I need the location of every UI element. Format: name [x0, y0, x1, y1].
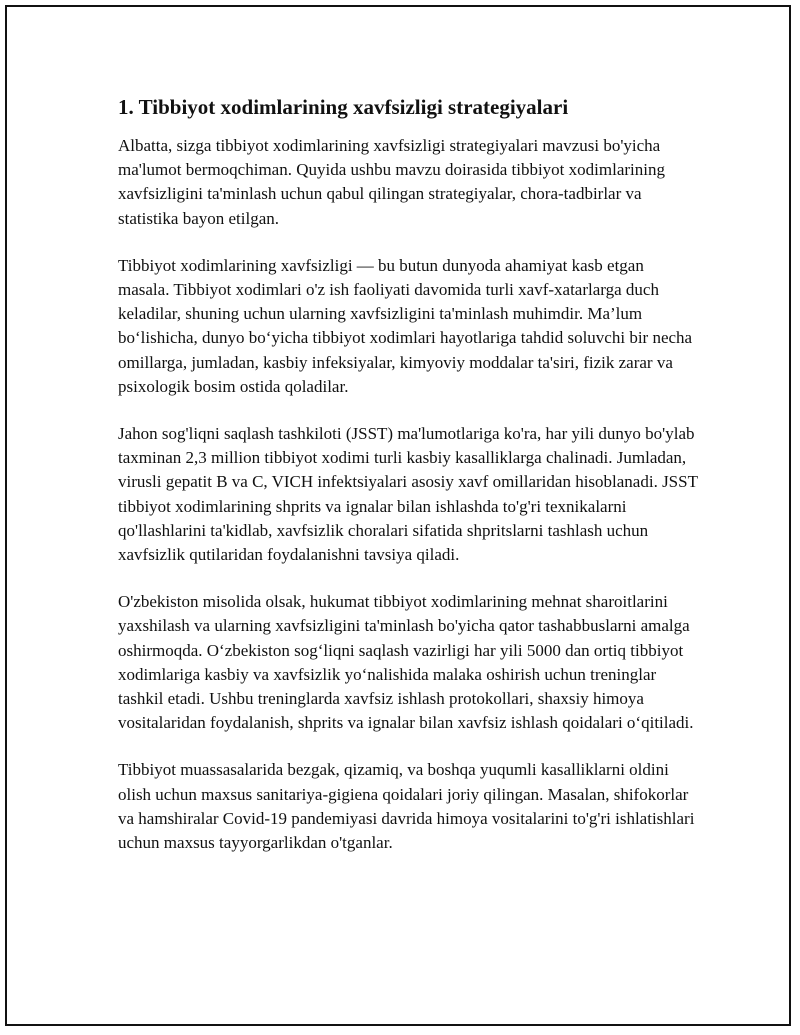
paragraph-who-statistics: Jahon sog'liqni saqlash tashkiloti (JSST) ma'lumotlariga ko'ra, har yili dunyo bo'ylab taxminan 2,3 million tibbiyot xodimi turli kasbiy kasalliklarga chalinadi. Jumladan, virusli gepatit B va C, VICH infektsiyalari asosiy xavf omillaridan hisoblanadi. JSST tibbiyot xodimlarining shprits va ignalar bilan ishlashda to'g'ri texnikalarni qo'llashlarini ta'kidlab, xavfsizlik choralari sifatida shpritslarni tashlash uchun xavfsizlik qutilaridan foydalanishni tavsiya qiladi. — [118, 424, 698, 565]
paragraph-sanitary-rules: Tibbiyot muassasalarida bezgak, qizamiq, va boshqa yuqumli kasalliklarni oldini olish uchun maxsus sanitariya-gigiena qoidalari joriy qilingan. Masalan, shifokorlar va hamshiralar Covid-19 pandemiyasi davrida himoya vositalarini to'g'ri ishlatishlari uchun maxsus tayyorgarlikdan o'tganlar. — [118, 760, 695, 853]
paragraph-intro: Albatta, sizga tibbiyot xodimlarining xavfsizligi strategiyalari mavzusi bo'yicha ma'lumot bermoqchiman. Quyida ushbu mavzu doirasida tibbiyot xodimlarining xavfsizligini ta'minlash uchun qabul qilingan strategiyalar, chora-tadbirlar va statistika bayon etilgan. — [118, 136, 665, 228]
document-title: 1. Tibbiyot xodimlarining xavfsizligi strategiyalari — [118, 95, 569, 119]
document-content — [118, 92, 698, 878]
paragraph-uzbekistan-initiatives: O'zbekiston misolida olsak, hukumat tibbiyot xodimlarining mehnat sharoitlarini yaxshilash va ularning xavfsizligini ta'minlash bo'yicha qator tashabbuslarni amalga oshirmoqda. O‘zbekiston sog‘liqni saqlash vazirligi har yili 5000 dan ortiq tibbiyot xodimlariga kasbiy va xavfsizlik yo‘nalishida malaka oshirish uchun treninglar tashkil etadi. Ushbu treninglarda xavfsiz ishlash protokollari, shaxsiy himoya vositalaridan foydalanish, shprits va ignalar bilan xavfsiz ishlash qoidalari o‘qitiladi. — [118, 592, 694, 733]
paragraph-global-importance: Tibbiyot xodimlarining xavfsizligi — bu butun dunyoda ahamiyat kasb etgan masala. Tibbiyot xodimlari o'z ish faoliyati davomida turli xavf-xatarlarga duch keladilar, shuning uchun ularning xavfsizligini ta'minlash muhimdir. Ma’lum bo‘lishicha, dunyo bo‘yicha tibbiyot xodimlari hayotlariga tahdid soluvchi bir necha omillarga, jumladan, kasbiy infeksiyalar, kimyoviy moddalar ta'siri, fizik zarar va psixologik bosim ostida qoladilar. — [118, 255, 693, 396]
